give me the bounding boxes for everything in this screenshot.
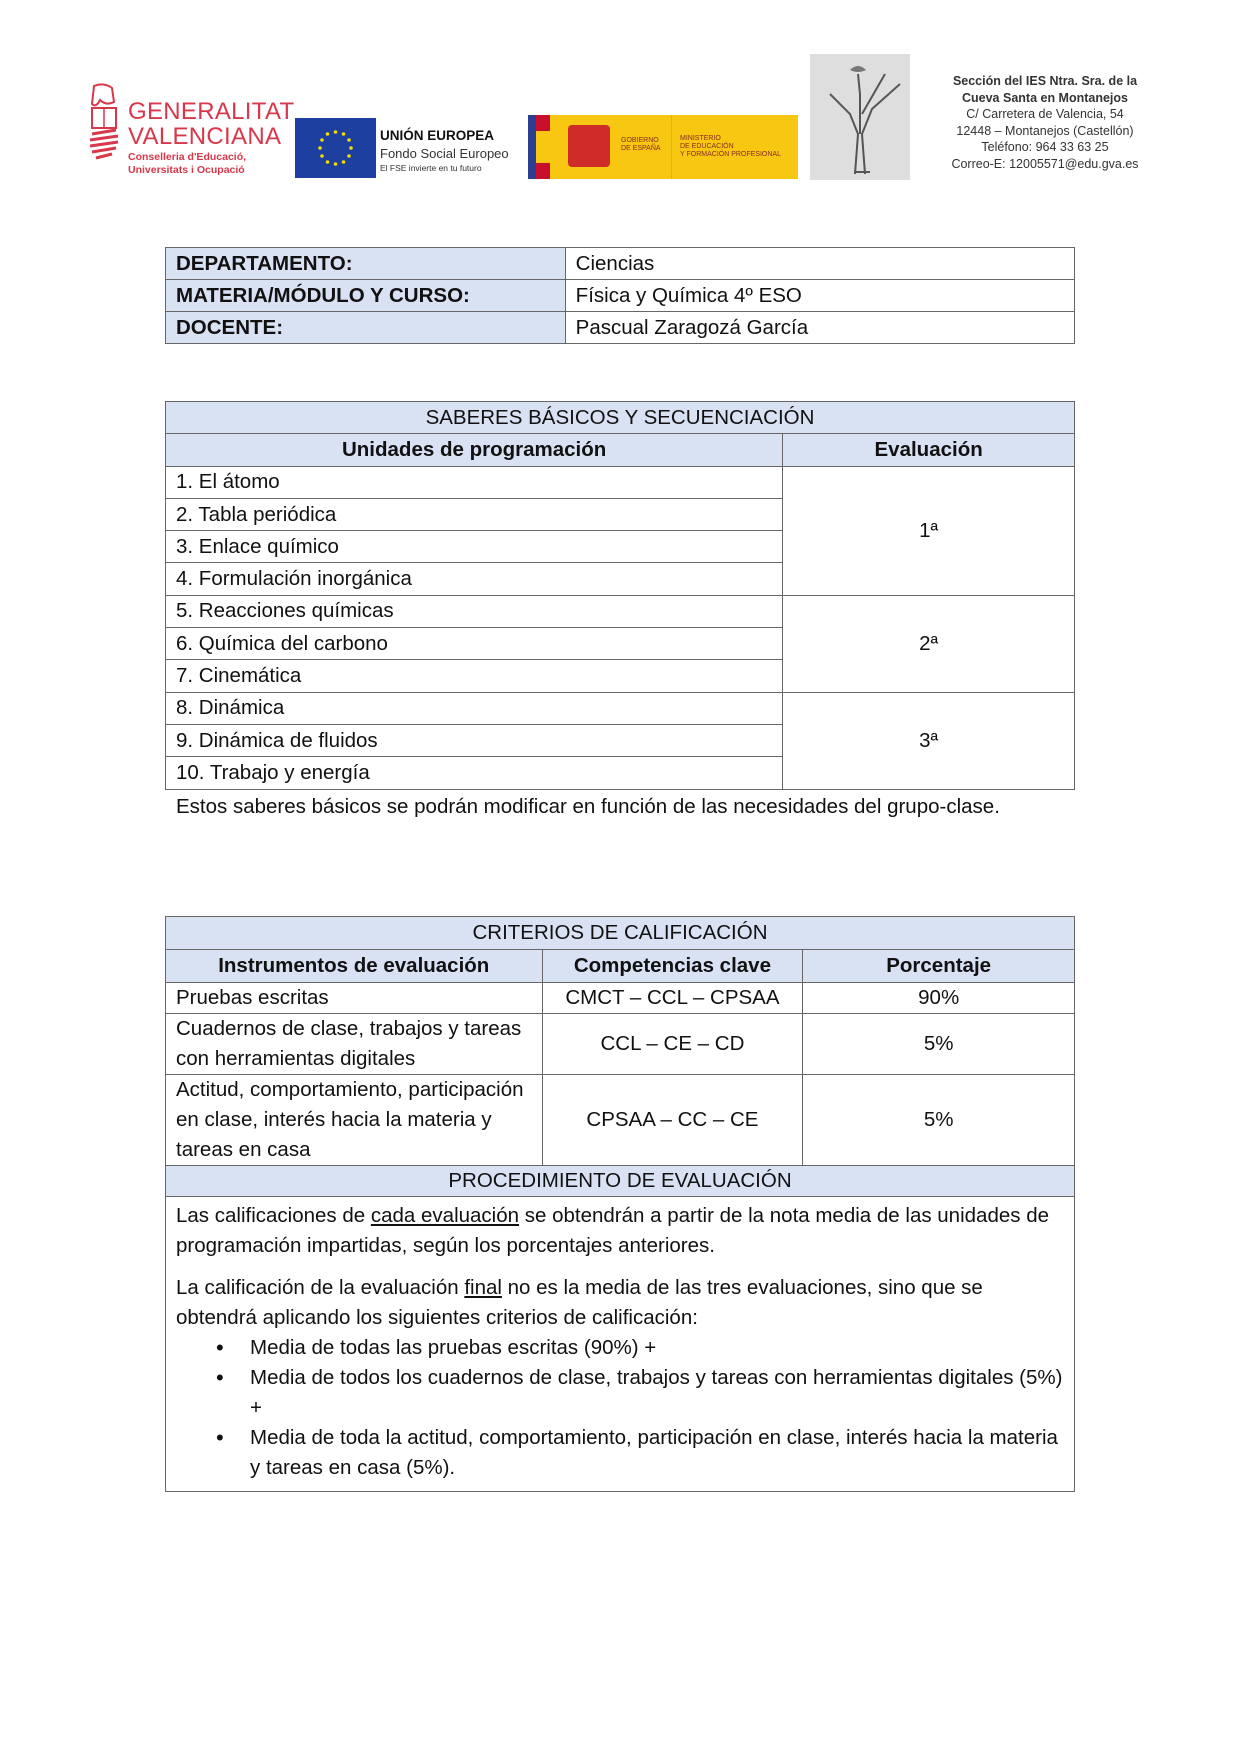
ministerio-text xyxy=(680,135,781,159)
competencies-cell: CPSAA – CC – CE xyxy=(542,1075,803,1166)
eu-flag-icon xyxy=(295,118,376,178)
school-city: 12448 – Montanejos (Castellón) xyxy=(956,123,1134,138)
unit-item: 10. Trabajo y energía xyxy=(166,757,783,789)
procedimiento-body xyxy=(166,1197,1075,1492)
criterios-title: CRITERIOS DE CALIFICACIÓN xyxy=(166,917,1075,950)
procedimiento-title: PROCEDIMIENTO DE EVALUACIÓN xyxy=(166,1166,1075,1197)
text-span: La calificación de la evaluación xyxy=(176,1276,465,1299)
unit-item: 4. Formulación inorgánica xyxy=(166,563,783,595)
gva-line-2: VALENCIANA xyxy=(128,123,282,150)
school-name-1: Sección del IES Ntra. Sra. de la xyxy=(952,74,1138,88)
spain-coat-of-arms-icon xyxy=(568,125,610,167)
subject-label: MATERIA/MÓDULO Y CURSO: xyxy=(166,280,566,312)
unit-item: 3. Enlace químico xyxy=(166,531,783,563)
gva-sub-1: Conselleria d'Educació, xyxy=(128,151,247,163)
percentage-cell: 5% xyxy=(803,1014,1075,1075)
gobierno-text xyxy=(621,137,661,153)
valencia-crest-icon xyxy=(86,82,122,162)
instrument-cell: Pruebas escritas xyxy=(166,983,543,1014)
table-row xyxy=(166,692,1075,724)
subject-value: Física y Química 4º ESO xyxy=(565,280,1074,312)
competencies-cell: CMCT – CCL – CPSAA xyxy=(542,983,803,1014)
text-span: no es la media de las tres evaluaciones, sino que se obtendrá aplicando los siguientes criterios de calificación: xyxy=(176,1276,983,1329)
table-row xyxy=(166,466,1075,498)
logo-divider xyxy=(671,115,672,179)
text-span: Las calificaciones de xyxy=(176,1204,371,1227)
saberes-note: Estos saberes básicos se podrán modificar en función de las necesidades del grupo-clase. xyxy=(176,795,1000,818)
school-phone: Teléfono: 964 33 63 25 xyxy=(981,140,1109,154)
table-row xyxy=(166,248,1075,280)
procedimiento-paragraph-1 xyxy=(176,1201,1064,1261)
text-span: se obtendrán a partir de la nota media de las unidades de programación impartidas, según los porcentajes anteriores. xyxy=(176,1204,1049,1257)
evaluation-column-header: Evaluación xyxy=(783,434,1075,466)
ministerio-line-1: MINISTERIO xyxy=(680,135,721,142)
criterios-table xyxy=(165,916,1075,1492)
ministerio-line-2: DE EDUCACIÓN xyxy=(680,143,734,150)
unit-item: 1. El átomo xyxy=(166,466,783,498)
teacher-value: Pascual Zaragozá García xyxy=(565,312,1074,344)
table-row xyxy=(166,1014,1075,1075)
unit-item: 7. Cinemática xyxy=(166,660,783,692)
department-value: Ciencias xyxy=(565,248,1074,280)
bullet-item: • Media de todos los cuadernos de clase, trabajos y tareas con herramientas digitales (5%) + xyxy=(176,1363,1064,1423)
school-email: Correo-E: 12005571@edu.gva.es xyxy=(951,156,1139,171)
ministerio-line-3: Y FORMACIÓN PROFESIONAL xyxy=(680,151,781,158)
unit-item: 5. Reacciones químicas xyxy=(166,595,783,627)
gobierno-line-1: GOBIERNO xyxy=(621,137,659,144)
competencies-cell: CCL – CE – CD xyxy=(542,1014,803,1075)
percentage-cell: 5% xyxy=(803,1075,1075,1166)
instrument-cell: Cuadernos de clase, trabajos y tareas con herramientas digitales xyxy=(166,1014,543,1075)
evaluation-2: 2ª xyxy=(783,595,1075,692)
unit-item: 6. Química del carbono xyxy=(166,628,783,660)
eu-subtitle: Fondo Social Europeo xyxy=(380,146,509,161)
school-street: C/ Carretera de Valencia, 54 xyxy=(966,107,1124,121)
eu-tagline: El FSE invierte en tu futuro xyxy=(380,163,482,173)
gobierno-line-2: DE ESPAÑA xyxy=(621,145,661,152)
table-row xyxy=(166,280,1075,312)
saberes-title: SABERES BÁSICOS Y SECUENCIACIÓN xyxy=(166,402,1075,434)
unit-item: 2. Tabla periódica xyxy=(166,498,783,530)
percentage-cell: 90% xyxy=(803,983,1075,1014)
competencies-column-header: Competencias clave xyxy=(542,950,803,983)
table-row xyxy=(166,983,1075,1014)
criteria-bullet-list xyxy=(176,1333,1064,1483)
underlined-text: final xyxy=(464,1276,502,1299)
procedimiento-paragraph-2 xyxy=(176,1273,1064,1333)
evaluation-3: 3ª xyxy=(783,692,1075,789)
letterhead xyxy=(0,0,1241,200)
underlined-text: cada evaluación xyxy=(370,1204,520,1227)
flag-stripe-spain xyxy=(536,115,550,179)
school-tree-logo-icon xyxy=(810,54,910,180)
teacher-label: DOCENTE: xyxy=(166,312,566,344)
gva-name xyxy=(128,99,294,149)
table-row xyxy=(166,595,1075,627)
course-info-table xyxy=(165,247,1075,344)
gobierno-espana-logo xyxy=(528,115,798,179)
school-address xyxy=(920,73,1170,172)
instrument-cell: Actitud, comportamiento, participación en clase, interés hacia la materia y tareas en casa xyxy=(166,1075,543,1166)
unit-item: 8. Dinámica xyxy=(166,692,783,724)
unit-item: 9. Dinámica de fluidos xyxy=(166,724,783,756)
saberes-table xyxy=(165,401,1075,790)
flag-stripe-blue xyxy=(528,115,536,179)
table-row xyxy=(166,312,1075,344)
percentage-column-header: Porcentaje xyxy=(803,950,1075,983)
gva-sub-2: Universitats i Ocupació xyxy=(128,164,245,176)
bullet-item: • Media de todas las pruebas escritas (90%) + xyxy=(176,1333,1064,1363)
table-row xyxy=(166,1075,1075,1166)
generalitat-valenciana-logo xyxy=(86,82,295,182)
evaluation-1: 1ª xyxy=(783,466,1075,595)
gva-line-1: GENERALITAT xyxy=(128,98,295,125)
bullet-item: • Media de toda la actitud, comportamiento, participación en clase, interés hacia la materia y tareas en casa (5%). xyxy=(176,1423,1064,1483)
gva-conselleria xyxy=(128,151,246,177)
units-column-header: Unidades de programación xyxy=(166,434,783,466)
department-label: DEPARTAMENTO: xyxy=(166,248,566,280)
school-name-2: Cueva Santa en Montanejos xyxy=(961,90,1128,105)
instruments-column-header: Instrumentos de evaluación xyxy=(166,950,543,983)
eu-title: UNIÓN EUROPEA xyxy=(380,128,495,143)
